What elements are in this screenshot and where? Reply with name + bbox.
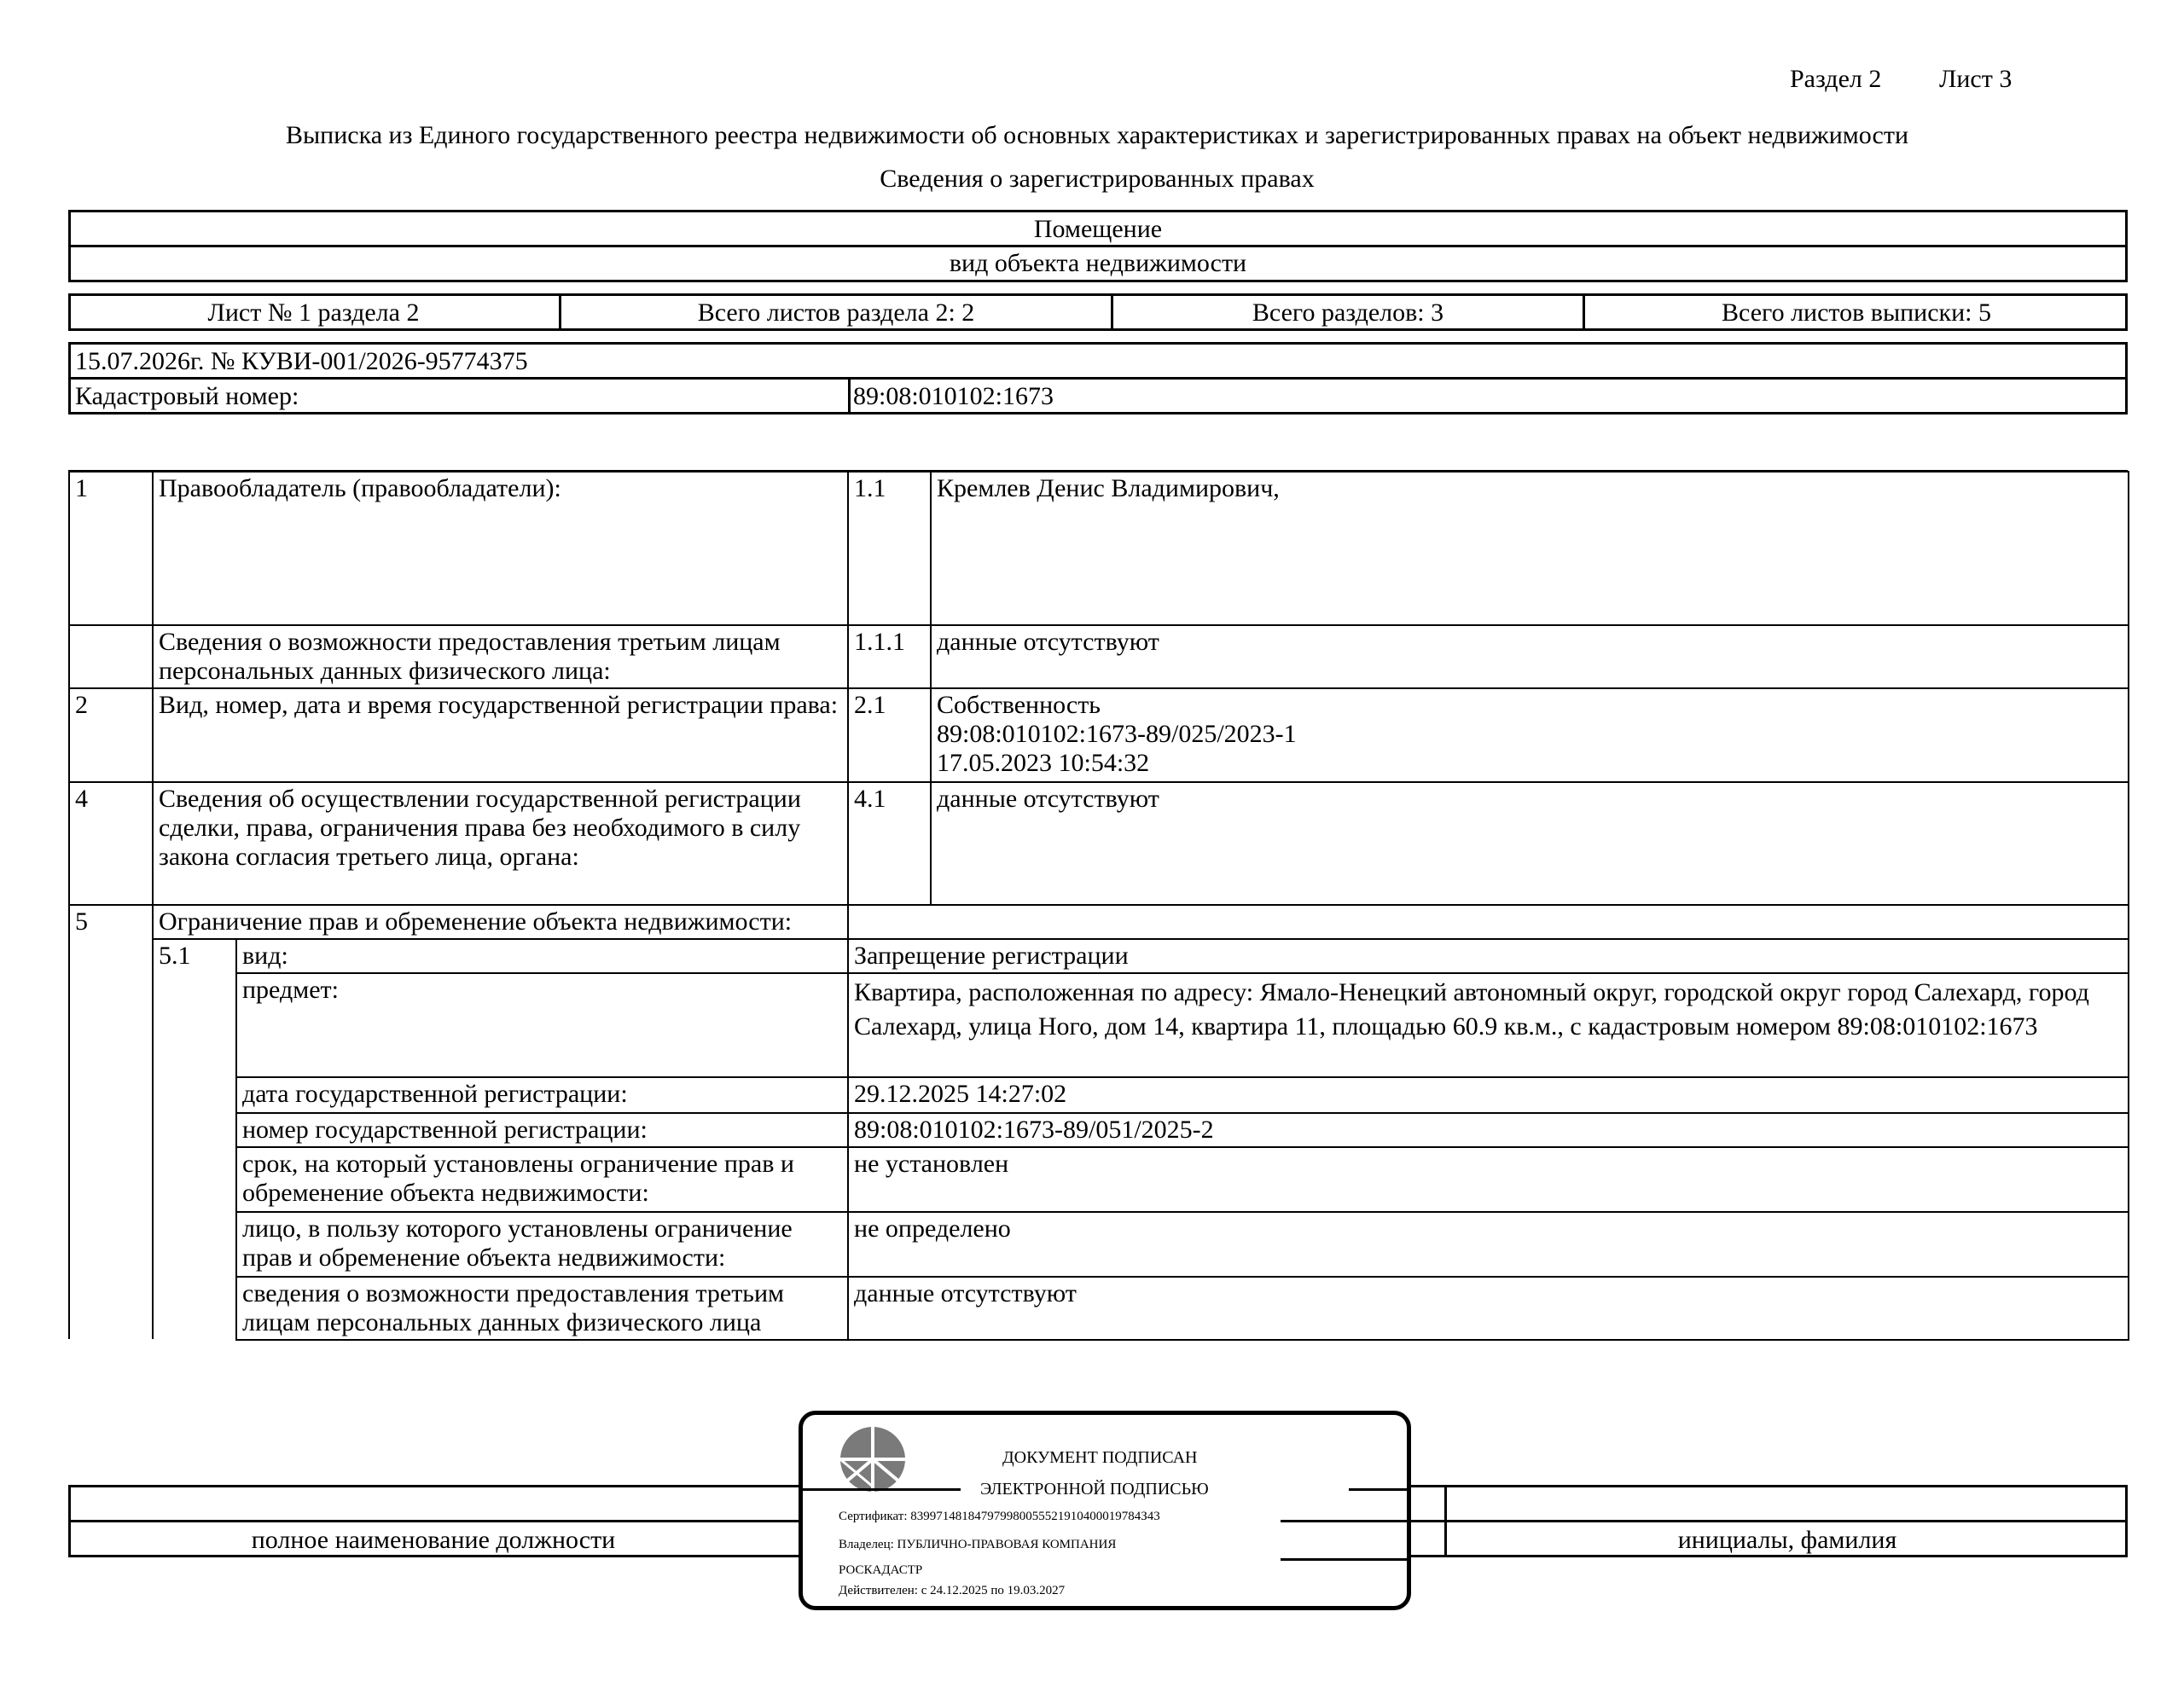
table-row bbox=[69, 1147, 2129, 1212]
stamp-line1: ДОКУМЕНТ ПОДПИСАН bbox=[1002, 1448, 1198, 1467]
doc-info-hdivider bbox=[68, 377, 2128, 380]
stamp-valid: Действителен: с 24.12.2025 по 19.03.2027 bbox=[839, 1584, 1066, 1597]
row-number: 2 bbox=[69, 688, 153, 782]
sub-row-label: предмет: bbox=[236, 973, 848, 1077]
stamp-owner: Владелец: ПУБЛИЧНО-ПРАВОВАЯ КОМПАНИЯ bbox=[839, 1538, 1117, 1551]
table-row bbox=[69, 782, 2129, 905]
object-type-caption: вид объекта недвижимости bbox=[949, 249, 1247, 277]
sub-row-value: 89:08:010102:1673-89/051/2025-2 bbox=[848, 1113, 2129, 1147]
stamp-certificate: Сертификат: 839971481847979980055521910400019784З43 bbox=[839, 1510, 1160, 1523]
sub-row-value: не установлен bbox=[848, 1147, 2129, 1212]
table-row bbox=[69, 625, 2129, 688]
stamp-cert-line bbox=[1281, 1520, 1411, 1522]
name-caption: инициалы, фамилия bbox=[1677, 1526, 1897, 1554]
object-type-value: Помещение bbox=[1033, 215, 1163, 243]
stamp-line-right bbox=[1349, 1488, 1411, 1491]
row-number: 1 bbox=[69, 472, 153, 625]
sheet-label: Лист 3 bbox=[1939, 65, 2013, 93]
cadastral-label: Кадастровый номер: bbox=[75, 382, 299, 410]
row-code: 4.1 bbox=[848, 782, 931, 905]
rights-table bbox=[68, 471, 2129, 1341]
sub-row-label: сведения о возможности предоставления третьим лицам персональных данных физического лица bbox=[236, 1277, 848, 1340]
row-value: данные отсутствуют bbox=[931, 782, 2129, 905]
table-row bbox=[69, 1113, 2129, 1147]
sub-row-number: 5.1 bbox=[153, 939, 236, 1340]
row-code: 1.1.1 bbox=[848, 625, 931, 688]
sub-row-label: срок, на который установлены ограничение прав и обременение объекта недвижимости: bbox=[236, 1147, 848, 1212]
table-row bbox=[69, 1077, 2129, 1113]
object-type-divider bbox=[68, 245, 2128, 247]
total-sheets-section: Всего листов раздела 2: 2 bbox=[697, 299, 975, 327]
sub-row-label: лицо, в пользу которого установлены ограничение прав и обременение объекта недвижимости: bbox=[236, 1212, 848, 1277]
sheet-number: Лист № 1 раздела 2 bbox=[207, 299, 420, 327]
stamp-line2: ЭЛЕКТРОННОЙ ПОДПИСЬЮ bbox=[980, 1480, 1209, 1499]
right-type: Собственность bbox=[937, 691, 1101, 719]
row-value bbox=[931, 688, 2129, 782]
row-label: Правообладатель (правообладатели): bbox=[153, 472, 848, 625]
right-reg-date: 17.05.2023 10:54:32 bbox=[937, 749, 1150, 777]
sub-row-value: не определено bbox=[848, 1212, 2129, 1277]
total-sheets: Всего листов выписки: 5 bbox=[1722, 299, 1991, 327]
position-caption: полное наименование должности bbox=[251, 1526, 616, 1554]
row-value: Кремлев Денис Владимирович, bbox=[931, 472, 2129, 625]
row-label: Сведения о возможности предоставления третьим лицам персональных данных физического лица: bbox=[153, 625, 848, 688]
row-number: 4 bbox=[69, 782, 153, 905]
row-label: Вид, номер, дата и время государственной регистрации права: bbox=[153, 688, 848, 782]
cadastral-value: 89:08:010102:1673 bbox=[853, 382, 1054, 410]
stamp-owner-line bbox=[1281, 1558, 1411, 1561]
row-number bbox=[69, 625, 153, 688]
table-row bbox=[69, 1277, 2129, 1340]
roskadastr-logo-icon bbox=[837, 1425, 909, 1493]
stamp-owner2: РОСКАДАСТР bbox=[839, 1563, 923, 1577]
sub-row-value: Квартира, расположенная по адресу: Ямало-Ненецкий автономный округ, городской округ город Салехард, город Салехард, улица Ного, дом 14, квартира 11, площадью 60.9 кв.м., с кадастровым номером 89:08:010102:1673 bbox=[848, 973, 2129, 1077]
doc-info-vdivider bbox=[848, 377, 851, 415]
total-sections: Всего разделов: 3 bbox=[1252, 299, 1444, 327]
table-continuation-mask bbox=[65, 1339, 235, 1348]
row-value bbox=[848, 905, 2129, 939]
table-row bbox=[69, 905, 2129, 939]
sub-row-label: вид: bbox=[236, 939, 848, 973]
sub-row-label: номер государственной регистрации: bbox=[236, 1113, 848, 1147]
row-label: Ограничение прав и обременение объекта недвижимости: bbox=[153, 905, 848, 939]
section-label: Раздел 2 bbox=[1790, 65, 1882, 93]
row-label: Сведения об осуществлении государственной регистрации сделки, права, ограничения права без необходимого в силу закона согласия третьего лица, органа: bbox=[153, 782, 848, 905]
sub-row-value: 29.12.2025 14:27:02 bbox=[848, 1077, 2129, 1113]
row-code: 2.1 bbox=[848, 688, 931, 782]
row-number: 5 bbox=[69, 905, 153, 1340]
sub-row-label: дата государственной регистрации: bbox=[236, 1077, 848, 1113]
sub-row-value: Запрещение регистрации bbox=[848, 939, 2129, 973]
table-row bbox=[69, 939, 2129, 973]
electronic-signature-stamp bbox=[799, 1411, 1411, 1610]
document-title: Выписка из Единого государственного реестра недвижимости об основных характеристиках и зарегистрированных правах на объект недвижимости bbox=[285, 121, 1908, 149]
table-row bbox=[69, 688, 2129, 782]
document-subtitle: Сведения о зарегистрированных правах bbox=[880, 165, 1315, 193]
sub-row-value: данные отсутствуют bbox=[848, 1277, 2129, 1340]
table-row bbox=[69, 472, 2129, 625]
row-value: данные отсутствуют bbox=[931, 625, 2129, 688]
right-reg-number: 89:08:010102:1673-89/025/2023-1 bbox=[937, 720, 1297, 748]
row-code: 1.1 bbox=[848, 472, 931, 625]
table-row bbox=[69, 1212, 2129, 1277]
stamp-line-left bbox=[799, 1488, 961, 1491]
date-number: 15.07.2026г. № КУВИ-001/2026-95774375 bbox=[75, 347, 528, 375]
table-row bbox=[69, 973, 2129, 1077]
